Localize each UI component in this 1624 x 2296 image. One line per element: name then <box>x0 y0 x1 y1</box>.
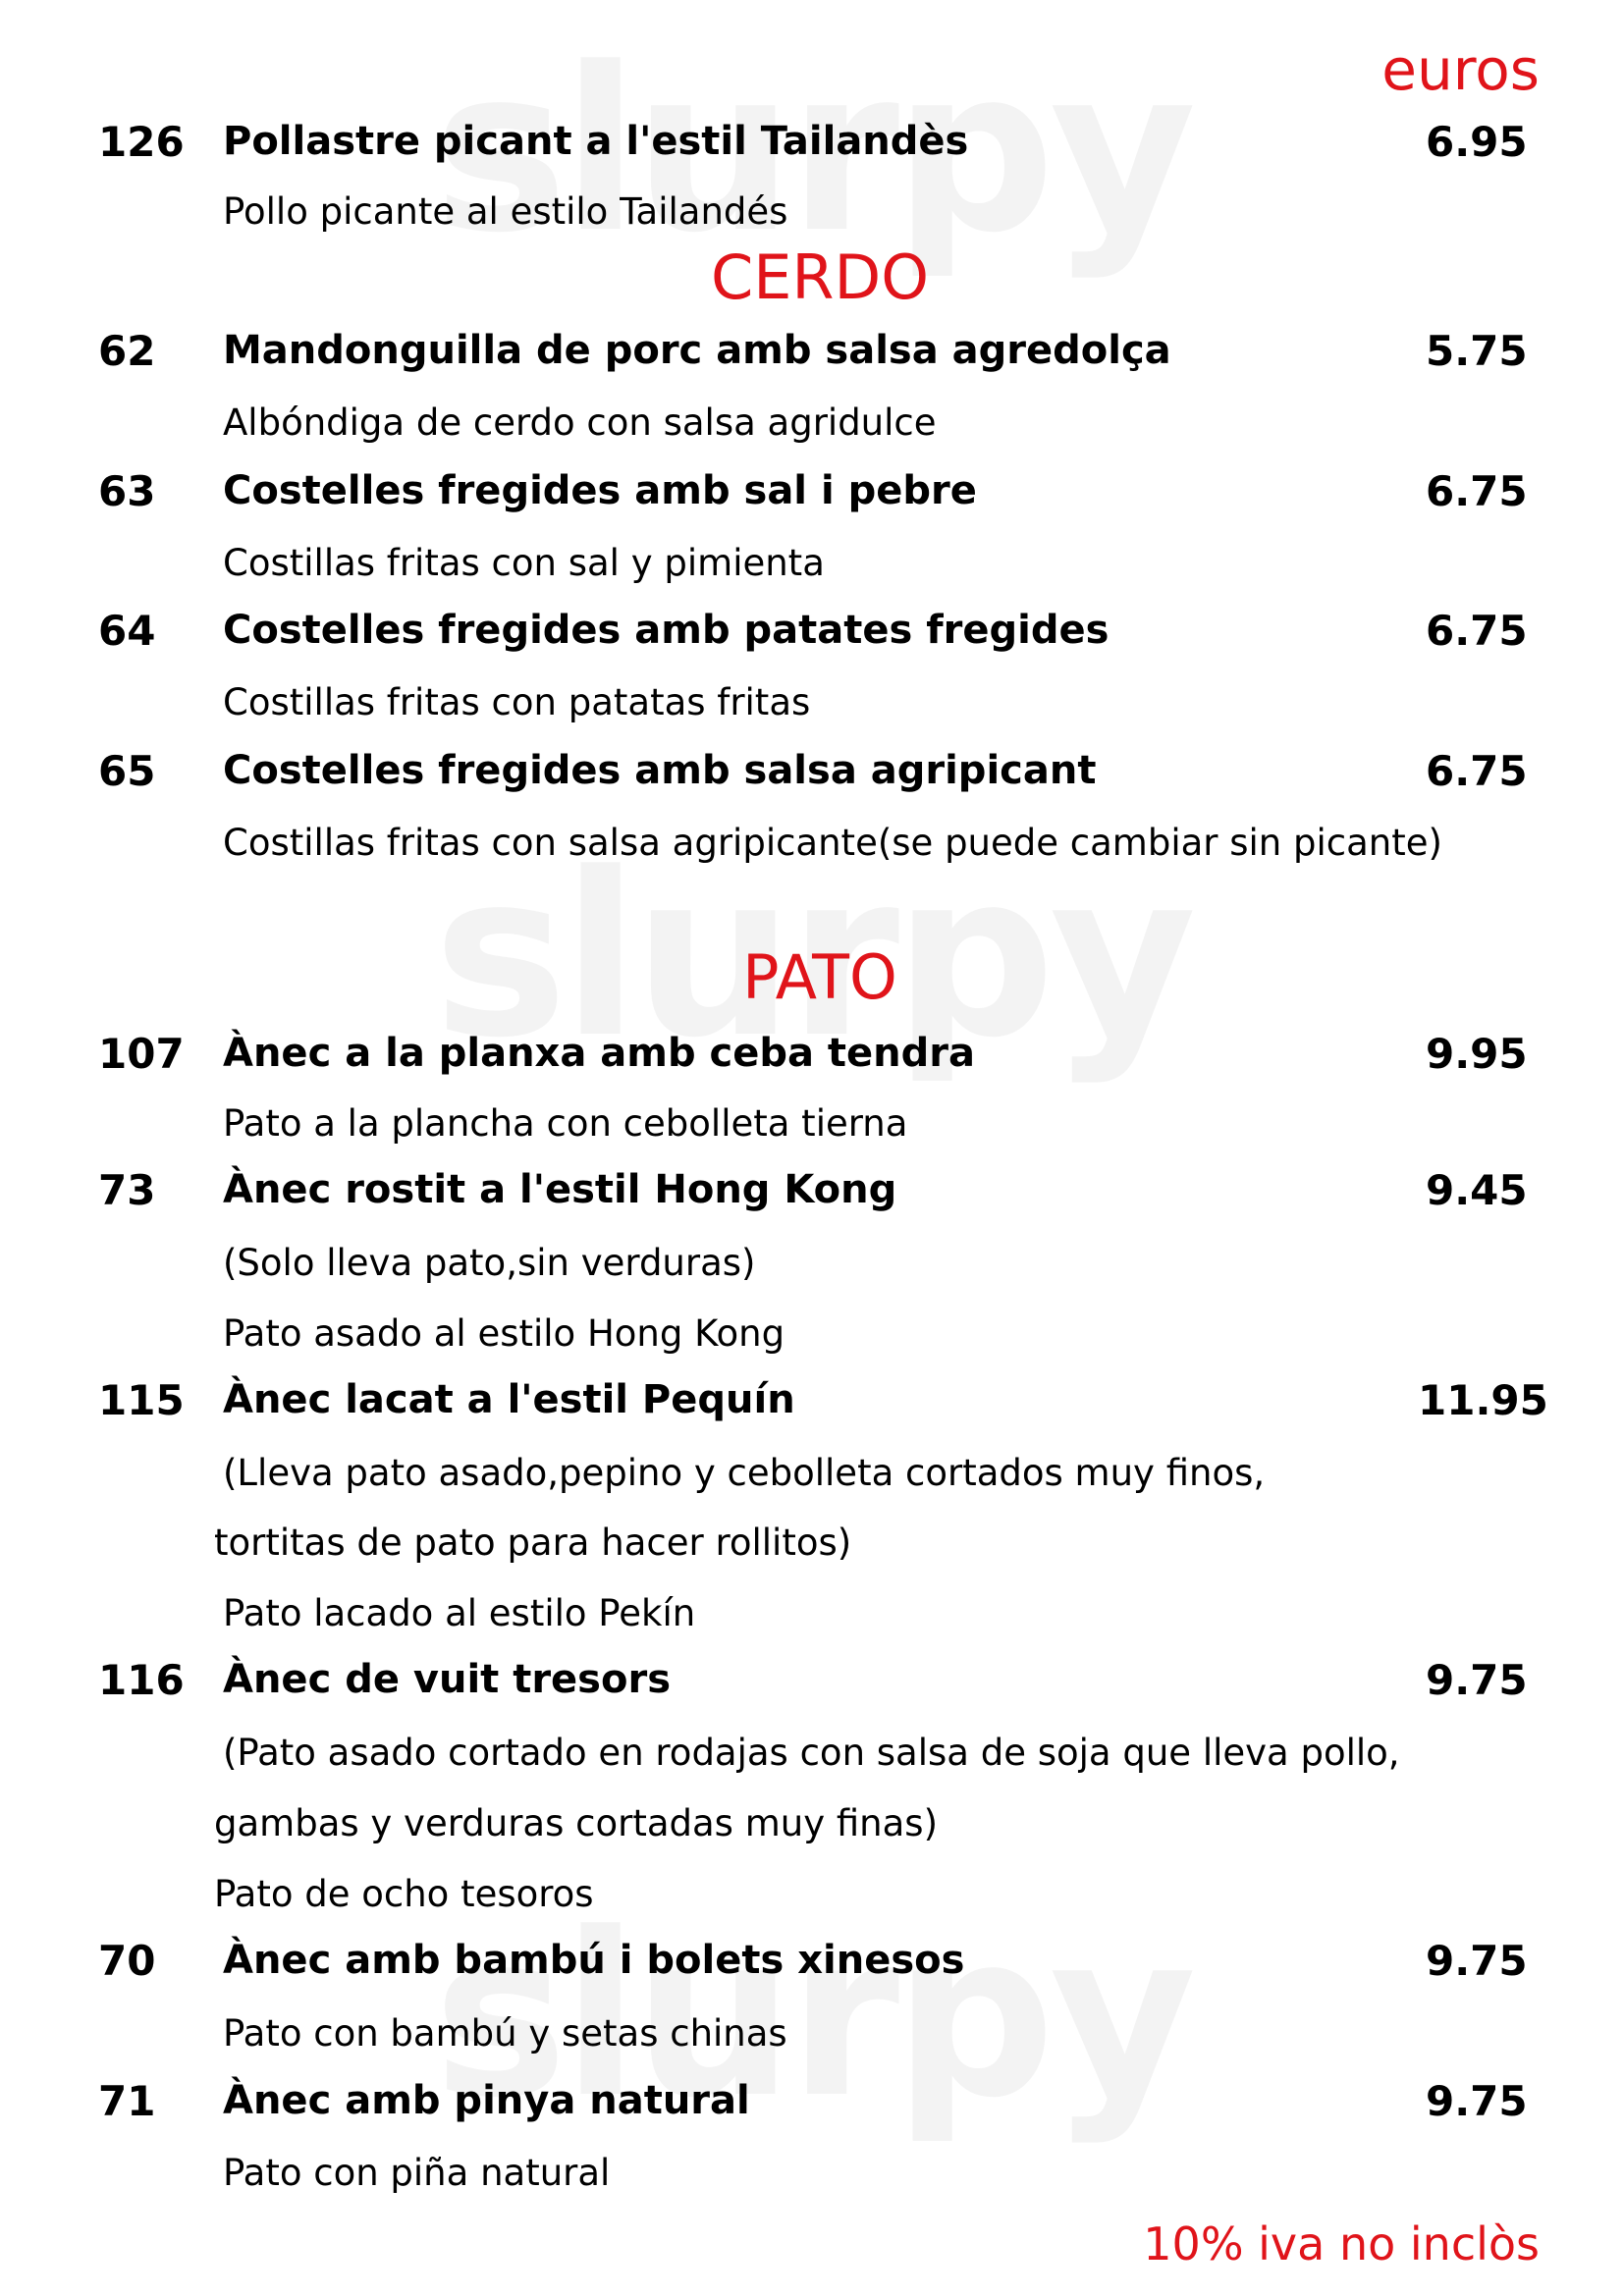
item-name: Ànec lacat a l'estil Pequín <box>223 1377 795 1422</box>
item-price: 5.75 <box>1426 327 1528 375</box>
item-number: 65 <box>98 747 156 795</box>
item-note: (Solo lleva pato,sin verduras) <box>223 1242 756 1284</box>
item-note: gambas y verduras cortadas muy finas) <box>214 1802 939 1844</box>
item-description: Pato a la plancha con cebolleta tierna <box>223 1102 908 1145</box>
item-description: Pato con bambú y setas chinas <box>223 2012 787 2055</box>
item-description: Pato de ocho tesoros <box>214 1873 594 1915</box>
item-note: tortitas de pato para hacer rollitos) <box>214 1522 852 1564</box>
item-price: 6.75 <box>1426 467 1528 515</box>
item-description: Pato con piña natural <box>223 2152 611 2194</box>
item-price: 9.75 <box>1426 2077 1528 2125</box>
item-number: 71 <box>98 2077 156 2125</box>
item-name: Costelles fregides amb sal i pebre <box>223 468 977 513</box>
item-description: Costillas fritas con sal y pimienta <box>223 542 825 584</box>
section-title-cerdo: CERDO <box>710 241 930 313</box>
item-price: 6.75 <box>1426 747 1528 795</box>
item-name: Ànec a la planxa amb ceba tendra <box>223 1031 975 1076</box>
item-price: 9.75 <box>1426 1937 1528 1985</box>
item-number: 62 <box>98 327 156 375</box>
item-name: Ànec rostit a l'estil Hong Kong <box>223 1167 897 1212</box>
item-name: Costelles fregides amb patates fregides <box>223 608 1110 653</box>
item-number: 73 <box>98 1166 156 1214</box>
item-name: Ànec amb bambú i bolets xinesos <box>223 1938 965 1983</box>
item-number: 63 <box>98 467 156 515</box>
item-note: (Pato asado cortado en rodajas con salsa de soja que lleva pollo, <box>223 1732 1400 1774</box>
item-name: Costelles fregides amb salsa agripicant <box>223 748 1097 793</box>
item-price: 9.95 <box>1426 1030 1528 1078</box>
item-number: 126 <box>98 118 185 166</box>
tax-note: 10% iva no inclòs <box>1143 2217 1540 2270</box>
item-description: Pato lacado al estilo Pekín <box>223 1592 696 1634</box>
item-price: 11.95 <box>1418 1376 1548 1424</box>
item-name: Pollastre picant a l'estil Tailandès <box>223 119 969 164</box>
item-name: Ànec amb pinya natural <box>223 2078 750 2123</box>
item-number: 115 <box>98 1376 185 1424</box>
item-name: Mandonguilla de porc amb salsa agredolça <box>223 328 1171 373</box>
item-number: 107 <box>98 1030 185 1078</box>
item-description: Albóndiga de cerdo con salsa agridulce <box>223 401 937 444</box>
section-title-pato: PATO <box>742 941 897 1013</box>
item-number: 64 <box>98 607 156 655</box>
currency-label: euros <box>1381 36 1540 103</box>
item-description: Pato asado al estilo Hong Kong <box>223 1312 785 1355</box>
item-note: (Lleva pato asado,pepino y cebolleta cortados muy finos, <box>223 1452 1266 1494</box>
item-price: 9.75 <box>1426 1656 1528 1704</box>
item-price: 6.95 <box>1426 118 1528 166</box>
item-price: 9.45 <box>1426 1166 1528 1214</box>
item-description: Costillas fritas con patatas fritas <box>223 681 811 723</box>
item-description: Pollo picante al estilo Tailandés <box>223 190 788 233</box>
item-number: 116 <box>98 1656 185 1704</box>
item-description: Costillas fritas con salsa agripicante(se puede cambiar sin picante) <box>223 822 1442 864</box>
item-number: 70 <box>98 1937 156 1985</box>
item-price: 6.75 <box>1426 607 1528 655</box>
item-name: Ànec de vuit tresors <box>223 1657 671 1702</box>
